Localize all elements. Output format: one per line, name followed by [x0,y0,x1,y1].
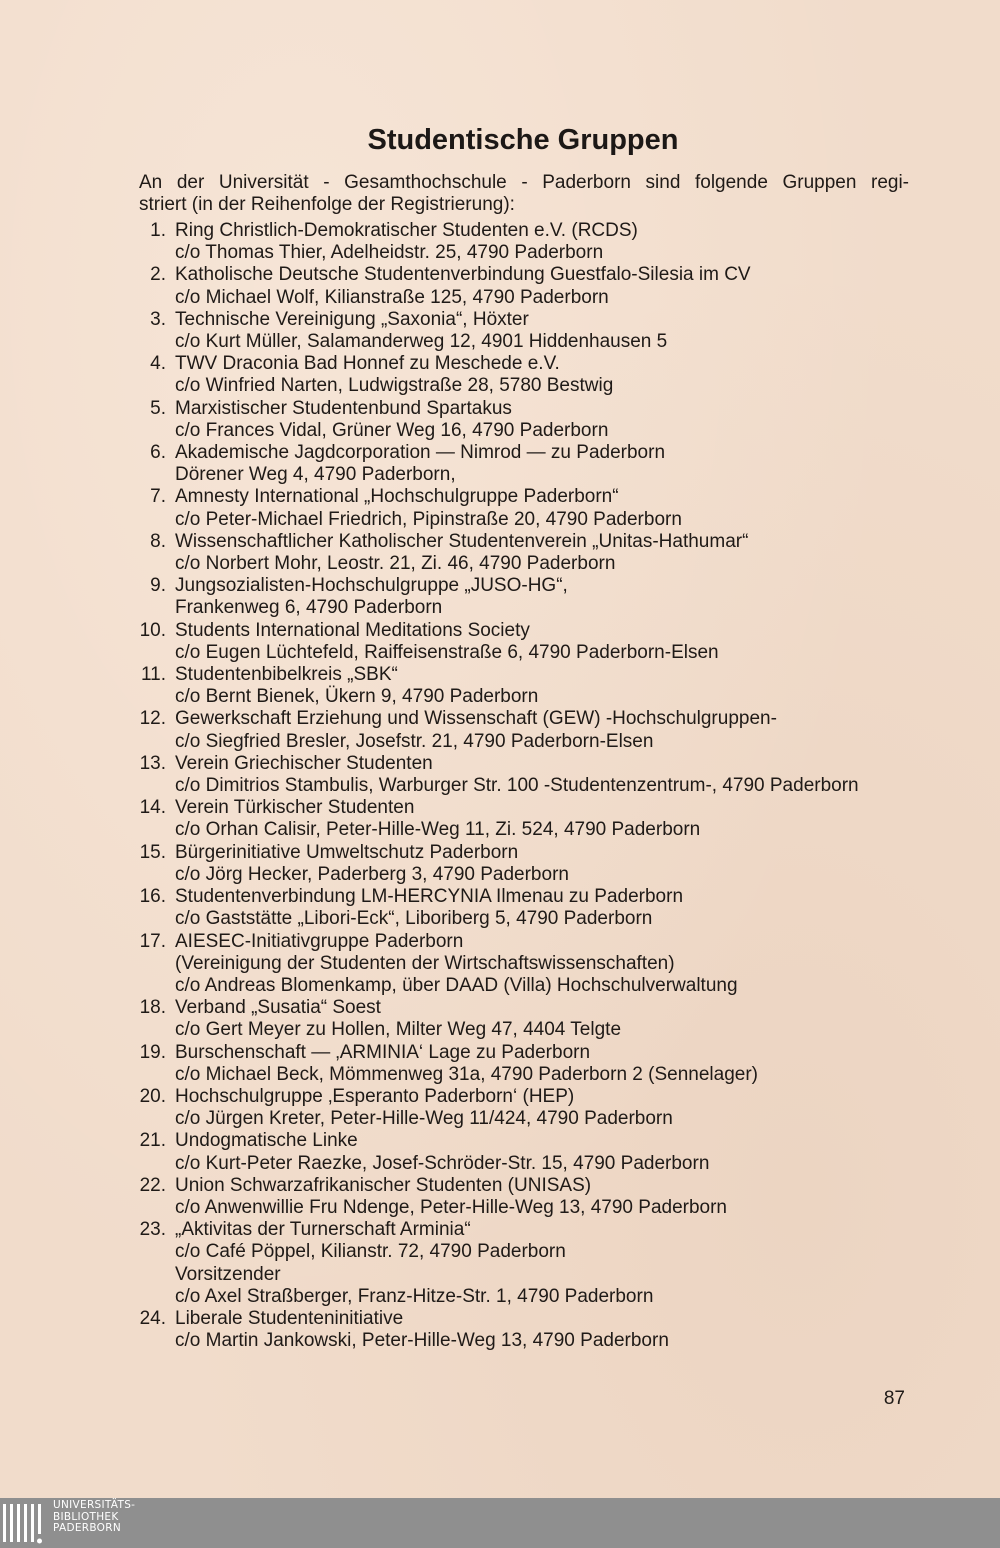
library-logo-text [53,1500,135,1535]
entry-name: Studentenbibelkreis „SBK“ [175,664,398,686]
entry-address-line: c/o Andreas Blomenkamp, über DAAD (Villa) Hochschulverwaltung [175,974,738,996]
entry-address-line: c/o Martin Jankowski, Peter-Hille-Weg 13, 4790 Paderborn [175,1330,669,1352]
entry-address-line: c/o Dimitrios Stambulis, Warburger Str. 100 -Studentenzentrum-, 4790 Paderborn [175,775,859,797]
group-entry [130,997,930,1041]
entry-number: 12. [139,708,166,730]
entry-address-line: c/o Café Pöppel, Kilianstr. 72, 4790 Paderborn [175,1241,566,1263]
entry-number: 24. [139,1307,166,1329]
entry-address-line: c/o Winfried Narten, Ludwigstraße 28, 5780 Bestwig [175,375,614,397]
entry-address-line: c/o Kurt-Peter Raezke, Josef-Schröder-Str. 15, 4790 Paderborn [175,1152,710,1174]
entry-name: Verband „Susatia“ Soest [175,997,381,1019]
entry-address-line: c/o Orhan Calisir, Peter-Hille-Weg 11, Zi. 524, 4790 Paderborn [175,819,701,841]
entry-address-line: c/o Bernt Bienek, Ükern 9, 4790 Paderborn [175,686,539,708]
entry-number: 19. [139,1041,166,1063]
entry-name: Ring Christlich-Demokratischer Studenten e.V. (RCDS) [175,220,638,241]
group-entry [130,797,930,841]
entry-name: Verein Griechischer Studenten [175,752,433,774]
entry-number: 21. [139,1130,166,1152]
group-entry [130,575,930,619]
entry-number: 20. [139,1085,166,1107]
group-entry [130,842,930,886]
group-entry [130,1086,930,1130]
group-entry [130,531,930,575]
intro-line: striert (in der Reihenfolge der Registrierung): [139,194,515,215]
group-entry [130,620,930,664]
entry-number: 1. [150,220,166,241]
entry-address-line: c/o Jörg Hecker, Paderberg 3, 4790 Paderborn [175,863,569,885]
entry-name: Burschenschaft — ‚ARMINIA‘ Lage zu Paderborn [175,1041,591,1063]
entry-address-line: c/o Peter-Michael Friedrich, Pipinstraße 20, 4790 Paderborn [175,508,682,530]
group-entry [130,486,930,530]
entry-number: 7. [150,486,166,508]
entry-name: Katholische Deutsche Studentenverbindung Guestfalo-Silesia im CV [175,264,751,286]
entry-name: „Aktivitas der Turnerschaft Arminia“ [175,1219,471,1241]
group-entry [130,664,930,708]
group-entry [130,708,930,752]
group-entry [130,353,930,397]
entry-number: 18. [139,997,166,1019]
entry-name: Union Schwarzafrikanischer Studenten (UNISAS) [175,1174,592,1196]
entry-address-line: c/o Jürgen Kreter, Peter-Hille-Weg 11/424, 4790 Paderborn [175,1108,673,1130]
entry-number: 6. [150,442,166,464]
entry-number: 9. [150,575,166,597]
entry-number: 10. [139,619,166,641]
group-entry [130,264,930,308]
library-logo-icon [2,1498,48,1548]
entry-number: 11. [140,664,166,686]
entry-address-line: c/o Norbert Mohr, Leostr. 21, Zi. 46, 4790 Paderborn [175,553,616,575]
entry-address-line: c/o Gert Meyer zu Hollen, Milter Weg 47, 4404 Telgte [175,1019,622,1041]
group-entry [130,753,930,797]
entry-address-line: c/o Kurt Müller, Salamanderweg 12, 4901 Hiddenhausen 5 [175,331,668,353]
entry-name: Undogmatische Linke [175,1130,358,1152]
entry-number: 23. [139,1219,166,1241]
entry-number: 15. [139,841,166,863]
entry-number: 13. [139,752,166,774]
entry-number: 2. [150,264,166,286]
entry-name: Hochschulgruppe ‚Esperanto Paderborn‘ (HEP) [175,1085,575,1107]
entry-name: Wissenschaftlicher Katholischer Studentenverein „Unitas-Hathumar“ [175,530,749,552]
logo-line: BIBLIOTHEK [53,1510,119,1523]
entry-name: Liberale Studenteninitiative [175,1307,404,1329]
entry-number: 16. [139,886,166,908]
entry-address-line: c/o Siegfried Bresler, Josefstr. 21, 4790 Paderborn-Elsen [175,730,654,752]
entry-number: 8. [150,530,166,552]
group-entry [130,442,930,486]
entry-name: Akademische Jagdcorporation — Nimrod — zu Paderborn [175,442,666,464]
entry-name: Marxistischer Studentenbund Spartakus [175,397,512,419]
entry-name: TWV Draconia Bad Honnef zu Meschede e.V. [175,353,560,375]
entry-address-line: Dörener Weg 4, 4790 Paderborn, [175,464,456,486]
entry-address-line: Vorsitzender [175,1263,281,1285]
group-entry [130,1175,930,1219]
entry-number: 14. [139,797,166,819]
entry-address-line: c/o Axel Straßberger, Franz-Hitze-Str. 1, 4790 Paderborn [175,1285,654,1307]
group-entry [130,1130,930,1174]
entry-name: Studentenverbindung LM-HERCYNIA Ilmenau zu Paderborn [175,886,684,908]
entry-number: 5. [150,397,166,419]
entry-address-line: c/o Frances Vidal, Grüner Weg 16, 4790 Paderborn [175,419,609,441]
entry-address-line: (Vereinigung der Studenten der Wirtschaftswissenschaften) [175,952,675,974]
page-number: 87 [883,1388,905,1409]
intro-line: An der Universität - Gesamthochschule - Paderborn sind folgende Gruppen regi- [139,172,909,193]
logo-line: UNIVERSITÄTS- [53,1499,136,1511]
entry-address-line: c/o Eugen Lüchtefeld, Raiffeisenstraße 6, 4790 Paderborn-Elsen [175,641,719,663]
intro-paragraph [139,172,909,216]
group-entry [130,1308,930,1352]
group-entry [130,220,930,264]
entry-number: 17. [139,930,166,952]
entry-number: 22. [139,1174,166,1196]
group-entry [130,886,930,930]
group-list [130,220,930,1352]
entry-address-line: c/o Gaststätte „Libori-Eck“, Liboriberg 5, 4790 Paderborn [175,908,653,930]
group-entry [130,309,930,353]
group-entry [130,398,930,442]
entry-address-line: c/o Thomas Thier, Adelheidstr. 25, 4790 Paderborn [175,242,604,264]
entry-name: Amnesty International „Hochschulgruppe Paderborn“ [175,486,619,508]
entry-name: Bürgerinitiative Umweltschutz Paderborn [175,841,519,863]
page-title: Studentische Gruppen [367,124,679,156]
entry-name: Jungsozialisten-Hochschulgruppe „JUSO-HG“, [175,575,568,597]
entry-name: Verein Türkischer Studenten [175,797,415,819]
group-entry [130,1219,930,1308]
entry-number: 3. [150,308,166,330]
entry-name: Gewerkschaft Erziehung und Wissenschaft (GEW) -Hochschulgruppen- [175,708,777,730]
entry-name: Technische Vereinigung „Saxonia“, Höxter [175,308,529,330]
group-entry [130,931,930,998]
entry-name: AIESEC-Initiativgruppe Paderborn [175,930,464,952]
entry-address-line: Frankenweg 6, 4790 Paderborn [175,597,443,619]
entry-address-line: c/o Michael Wolf, Kilianstraße 125, 4790 Paderborn [175,286,609,308]
group-entry [130,1042,930,1086]
entry-address-line: c/o Michael Beck, Mömmenweg 31a, 4790 Paderborn 2 (Sennelager) [175,1063,758,1085]
entry-number: 4. [150,353,166,375]
library-footer-bar [0,1498,1000,1548]
entry-name: Students International Meditations Society [175,619,530,641]
logo-line: PADERBORN [53,1522,121,1534]
entry-address-line: c/o Anwenwillie Fru Ndenge, Peter-Hille-Weg 13, 4790 Paderborn [175,1196,728,1218]
